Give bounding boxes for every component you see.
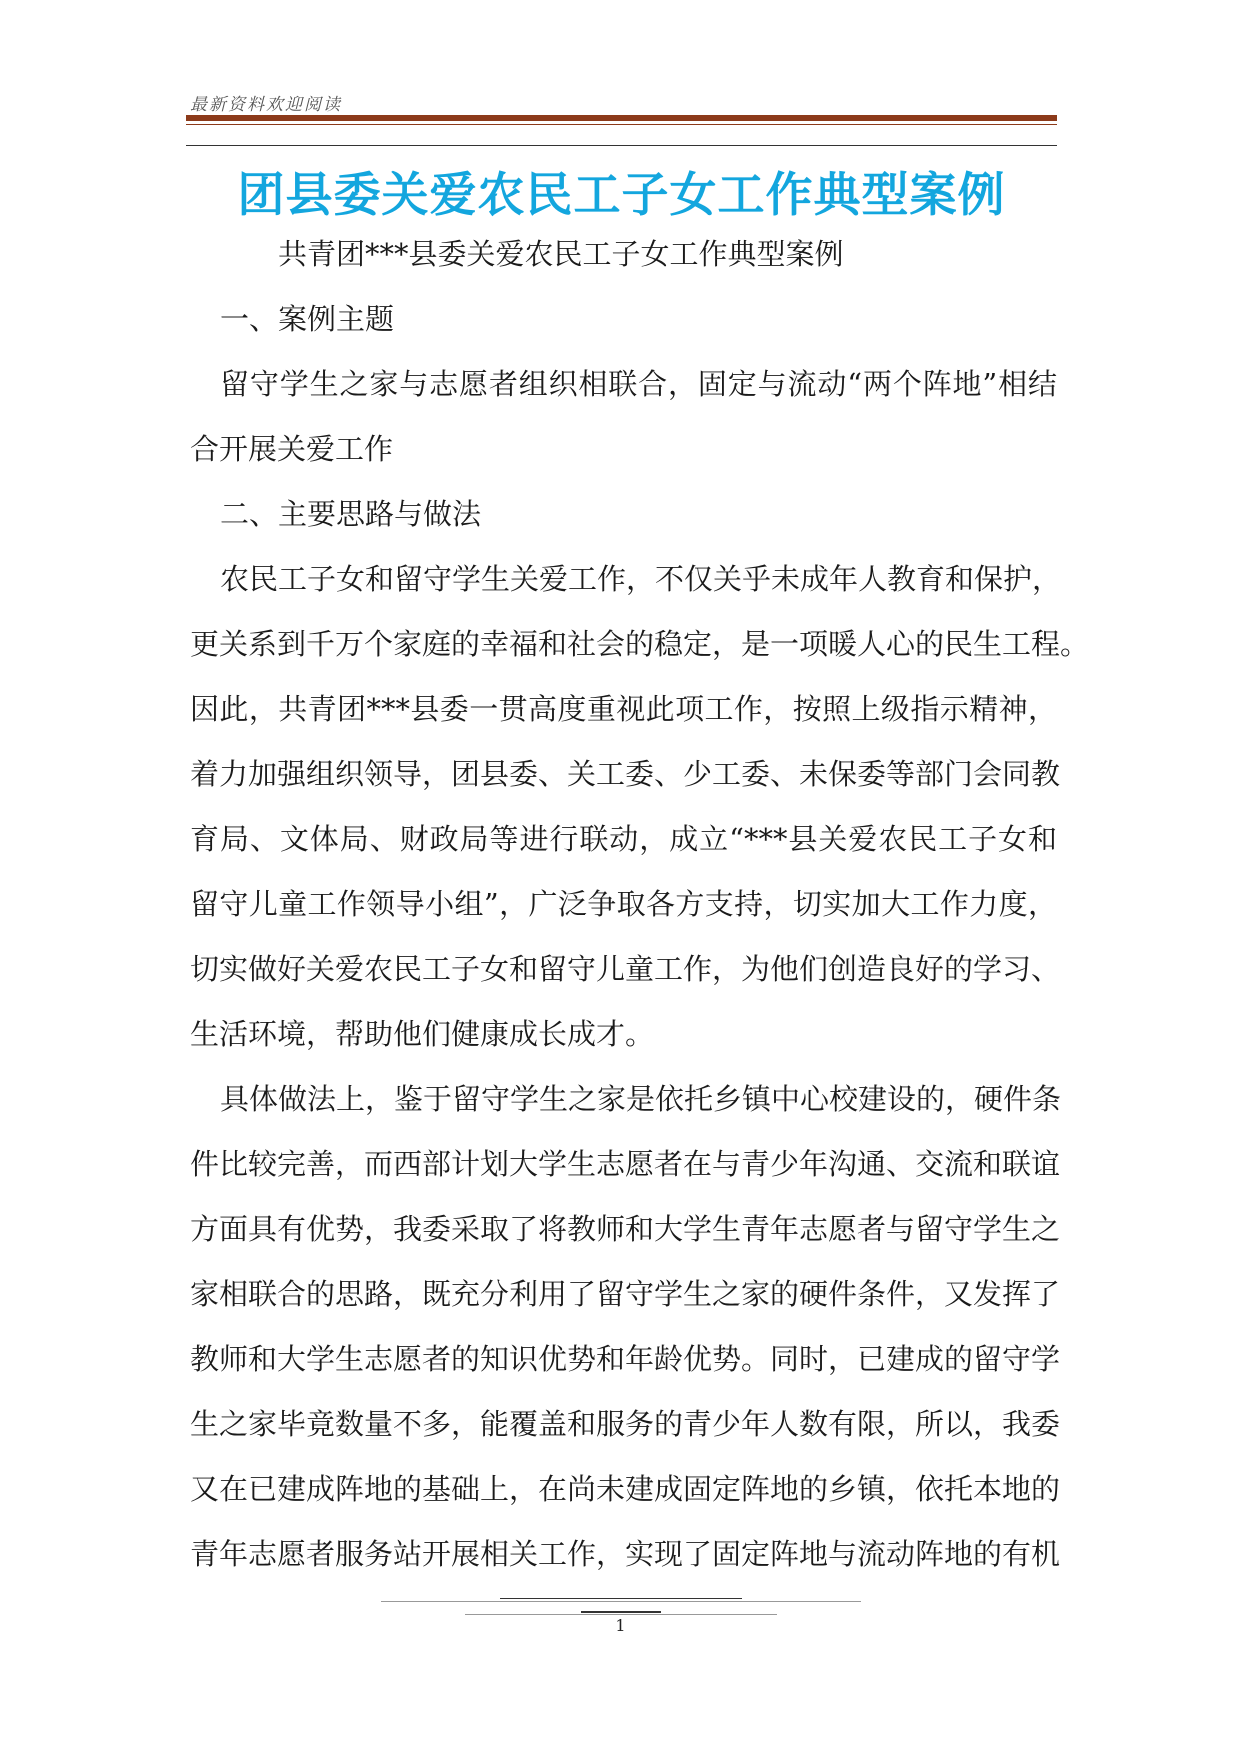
paragraph-2-line: 青年志愿者服务站开展相关工作，实现了固定阵地与流动阵地的有机 [190, 1537, 1061, 1571]
document-subtitle: 共青团***县委关爱农民工子女工作典型案例 [278, 237, 844, 271]
header-rule-thick [186, 115, 1057, 121]
document-title: 团县委关爱农民工子女工作典型案例 [237, 168, 1006, 223]
paragraph-2-line: 具体做法上，鉴于留守学生之家是依托乡镇中心校建设的，硬件条 [220, 1082, 1062, 1116]
page-number: 1 [615, 1616, 626, 1635]
paragraph-2-line: 又在已建成阵地的基础上，在尚未建成固定阵地的乡镇，依托本地的 [190, 1472, 1061, 1506]
paragraph-1-line: 更关系到千万个家庭的幸福和社会的稳定，是一项暖人心的民生工程。 [190, 627, 1090, 661]
section-1-line: 留守学生之家与志愿者组织相联合，固定与流动“两个阵地”相结 [220, 367, 1057, 401]
document-body [190, 222, 1090, 1587]
footer-mark [581, 1611, 661, 1613]
footer-rule [381, 1601, 861, 1602]
header-rule-thin [186, 124, 1057, 125]
header-label: 最新资料欢迎阅读 [190, 95, 342, 115]
paragraph-2-line: 生之家毕竟数量不多，能覆盖和服务的青少年人数有限，所以，我委 [190, 1407, 1061, 1441]
paragraph-2-line: 方面具有优势，我委采取了将教师和大学生青年志愿者与留守学生之 [190, 1212, 1061, 1246]
paragraph-1-line: 着力加强组织领导，团县委、关工委、少工委、未保委等部门会同教 [190, 757, 1061, 791]
paragraph-1-line: 育局、文体局、财政局等进行联动，成立“***县关爱农民工子女和 [190, 822, 1057, 856]
paragraph-2-line: 家相联合的思路，既充分利用了留守学生之家的硬件条件，又发挥了 [190, 1277, 1061, 1311]
paragraph-2-line: 件比较完善，而西部计划大学生志愿者在与青少年沟通、交流和联谊 [190, 1147, 1061, 1181]
paragraph-1-line: 因此，共青团***县委一贯高度重视此项工作，按照上级指示精神， [190, 692, 1057, 726]
paragraph-1-line: 切实做好关爱农民工子女和留守儿童工作，为他们创造良好的学习、 [190, 952, 1061, 986]
section-1-line: 合开展关爱工作 [190, 432, 394, 466]
footer-rule [465, 1614, 777, 1615]
paragraph-1-line: 生活环境，帮助他们健康成长成才。 [190, 1017, 655, 1051]
paragraph-2-line: 教师和大学生志愿者的知识优势和年龄优势。同时，已建成的留守学 [190, 1342, 1061, 1376]
paragraph-1-line: 留守儿童工作领导小组”，广泛争取各方支持，切实加大工作力度， [190, 887, 1057, 921]
section-1-heading: 一、案例主题 [220, 302, 395, 336]
header-rule-bottom [186, 145, 1057, 146]
paragraph-1-line: 农民工子女和留守学生关爱工作，不仅关乎未成年人教育和保护， [220, 562, 1062, 596]
footer-rule [500, 1598, 742, 1599]
section-2-heading: 二、主要思路与做法 [220, 497, 482, 531]
